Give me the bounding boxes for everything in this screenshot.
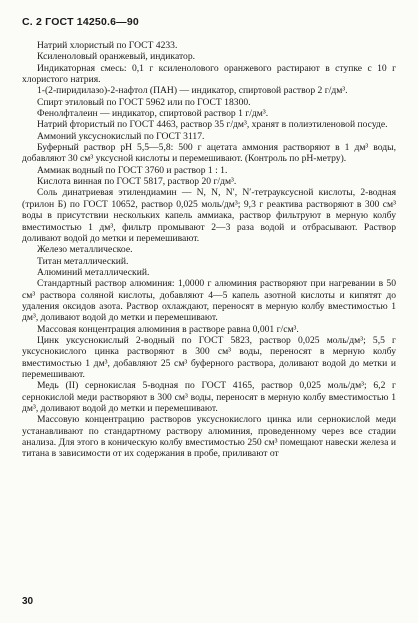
paragraph: Кислота винная по ГОСТ 5817, раствор 20 г/дм³. <box>37 176 237 188</box>
paragraph: Массовую концентрацию растворов уксуснокислого цинка или сернокислой меди устанавливают по стандартному раствору алюминия, проведенному через все стадии анализа. Для этого в коническую колбу вместимостью 250 см³ помещают навески железа и титана в зависимости от их содержания в пробе, приливают от <box>22 414 396 460</box>
paragraph: Фенолфталеин — индикатор, спиртовой раствор 1 г/дм³. <box>37 108 269 120</box>
paragraph: Алюминий металлический. <box>37 266 150 278</box>
paragraph: Соль динатриевая этилендиамин — N, N, N′, N′-тетрауксусной кислоты, 2-водная (трилон Б) по ГОСТ 10652, раствор 0,025 моль/дм³; 9,3 г реактива растворяют в 300 см³ воды в присутствии нескольких капель аммиака, раствор фильтруют в мерную колбу вместимостью 1 дм³, фильтр промывают 2—3 раза водой и отбрасывают. Раствор доливают водой до метки и перемешивают. <box>22 187 396 244</box>
paragraph: Массовая концентрация алюминия в растворе равна 0,001 г/см³. <box>37 323 299 335</box>
paragraph: 1-(2-пиридилазо)-2-нафтол (ПАН) — индикатор, спиртовой раствор 2 г/дм³. <box>37 85 348 97</box>
paragraph: Спирт этиловый по ГОСТ 5962 или по ГОСТ 18300. <box>37 96 251 108</box>
paragraph: Натрий хлористый по ГОСТ 4233. <box>37 40 178 51</box>
paragraph: Ксиленоловый оранжевый, индикатор. <box>37 51 196 63</box>
paragraph: Титан металлический. <box>37 255 129 267</box>
paragraph: Буферный раствор рН 5,5—5,8: 500 г ацетата аммония растворяют в 1 дм³ воды, добавляют 30 см³ уксусной кислоты и перемешивают. (Контроль по рН-метру). <box>22 142 396 165</box>
paragraph: Цинк уксуснокислый 2-водный по ГОСТ 5823, раствор 0,025 моль/дм³; 5,5 г уксуснокислого цинка растворяют в 300 см³ воды, переносят в мерную колбу вместимостью 1 дм³, добавляют 25 см³ буферного раствора, доливают водой до метки и перемешивают. <box>22 334 396 380</box>
page-number: 30 <box>22 596 34 607</box>
body-text <box>22 40 396 460</box>
paragraph: Натрий фтористый по ГОСТ 4463, раствор 35 г/дм³, хранят в полиэтиленовой посуде. <box>37 119 388 131</box>
paragraph: Аммиак водный по ГОСТ 3760 и раствор 1 : 1. <box>37 164 228 176</box>
page-header: С. 2 ГОСТ 14250.6—90 <box>22 16 139 28</box>
paragraph: Аммоний уксуснокислый по ГОСТ 3117. <box>37 130 205 142</box>
paragraph: Железо металлическое. <box>37 244 133 256</box>
paragraph: Медь (II) сернокислая 5-водная по ГОСТ 4165, раствор 0,025 моль/дм³; 6,2 г сернокислой меди растворяют в 300 см³ воды, переносят в мерную колбу вместимостью 1 дм³, доливают водой до метки и перемешивают. <box>22 380 396 414</box>
paragraph: Стандартный раствор алюминия: 1,0000 г алюминия растворяют при нагревании в 50 см³ раствора соляной кислоты, добавляют 4—5 капель азотной кислоты и кипятят до удаления оксидов азота. Раствор охлаждают, переносят в мерную колбу вместимостью 1 дм³, доливают водой до метки и перемешивают. <box>22 278 396 324</box>
paragraph: Индикаторная смесь: 0,1 г ксиленолового оранжевого растирают в ступке с 10 г хлористого натрия. <box>22 62 396 86</box>
